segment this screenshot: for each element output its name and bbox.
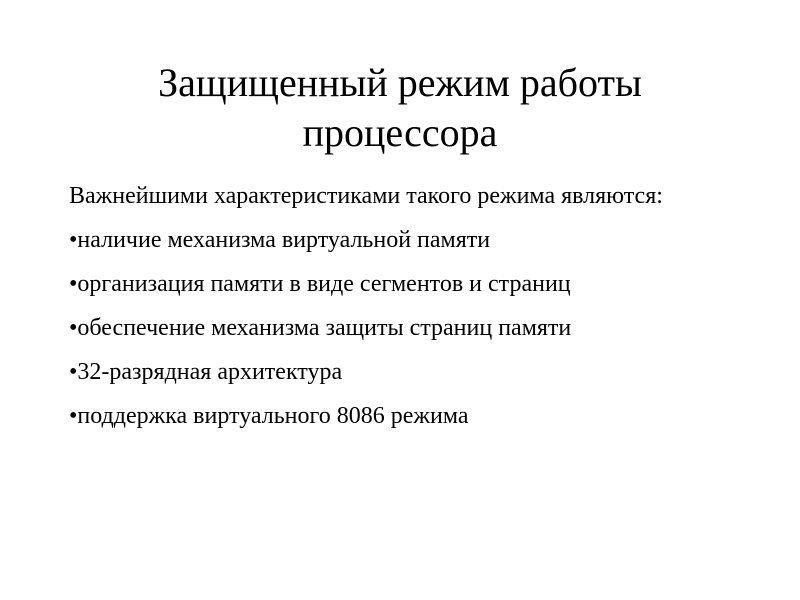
list-item: •32-разрядная архитектура [69, 359, 343, 385]
slide-title: Защищенный режим работы процессора [158, 60, 642, 155]
list-item: •наличие механизма виртуальной памяти [69, 227, 491, 253]
slide-content-list [69, 181, 749, 445]
list-item: •обеспечение механизма защиты страниц памяти [69, 315, 572, 341]
list-item: •организация памяти в виде сегментов и страниц [69, 271, 571, 297]
list-item: •поддержка виртуального 8086 режима [69, 403, 469, 429]
intro-text: Важнейшими характеристиками такого режима являются: [69, 183, 663, 209]
